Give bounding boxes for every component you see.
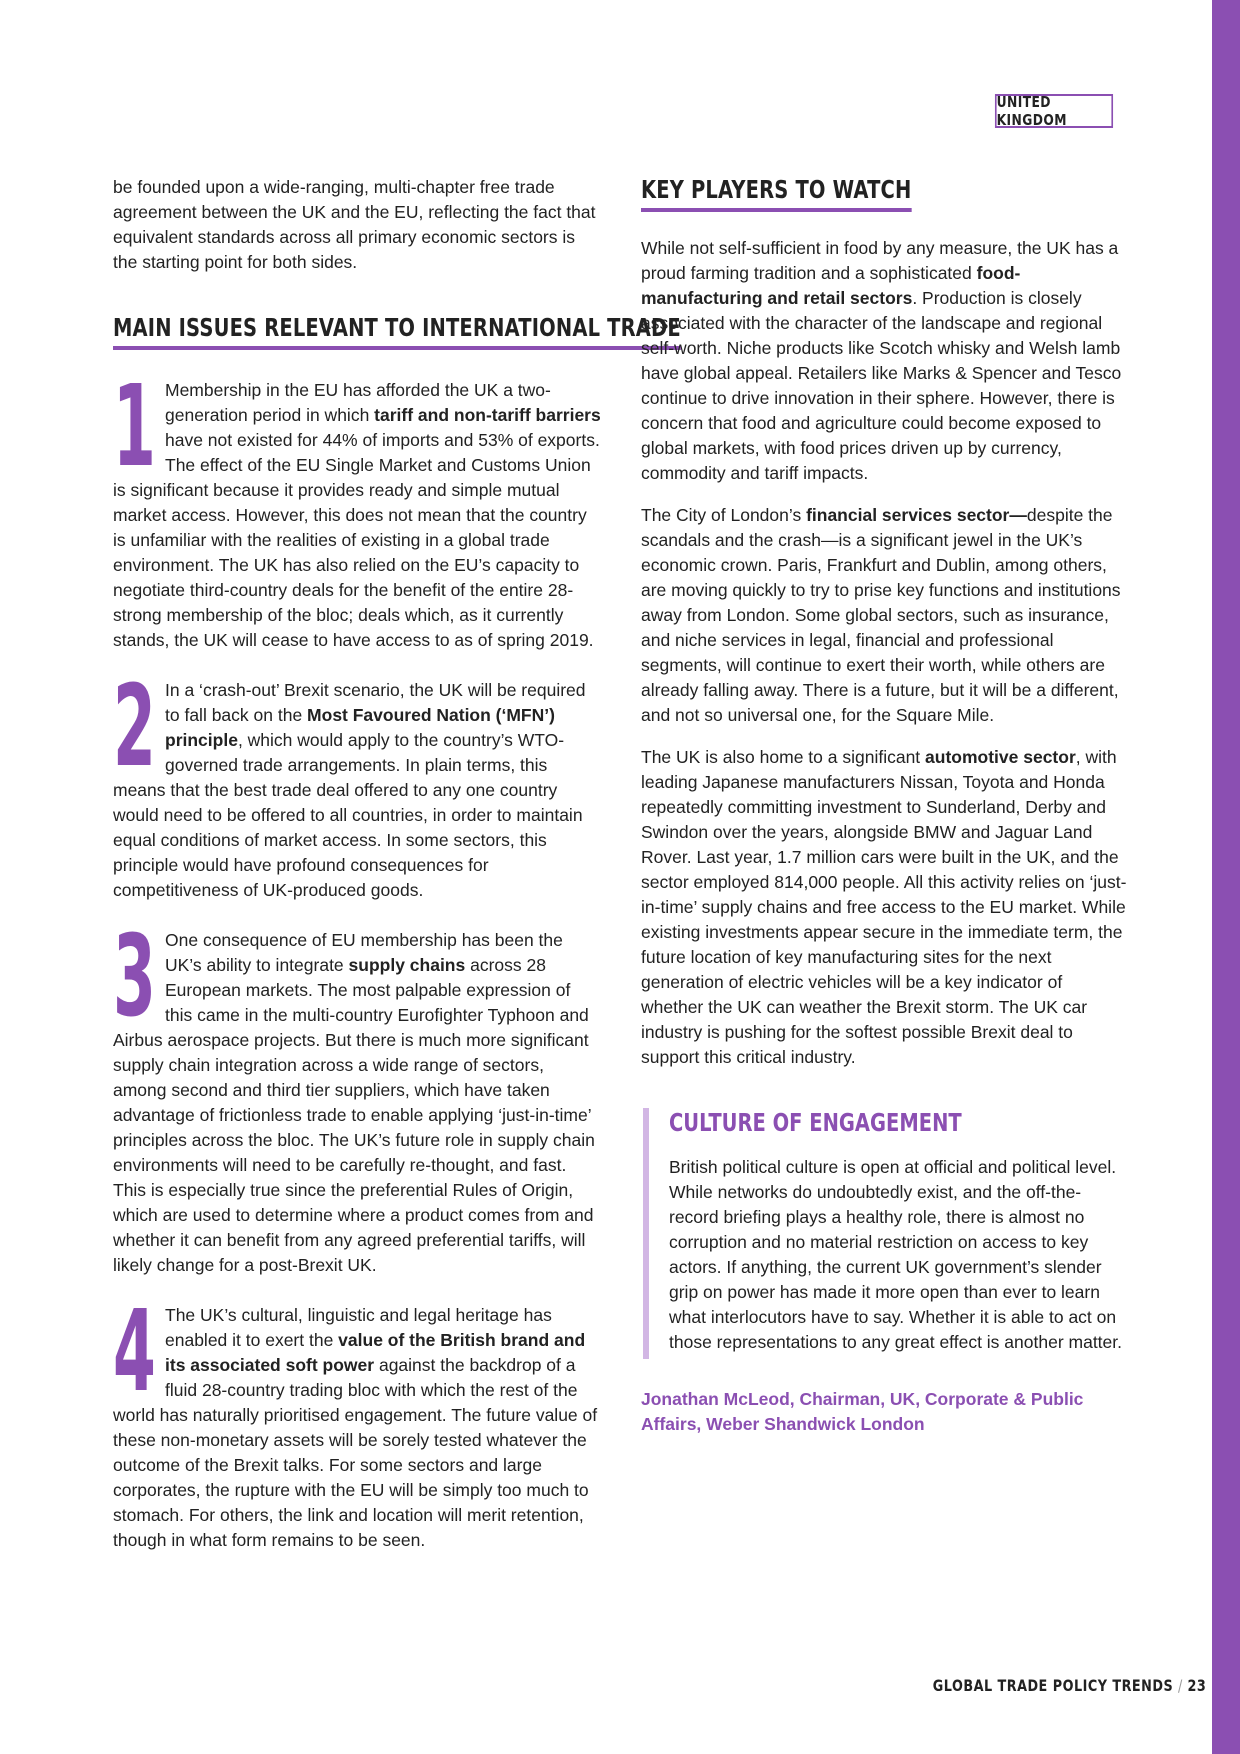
issue-3 bbox=[113, 912, 601, 1278]
publication-title: GLOBAL TRADE POLICY TRENDS bbox=[932, 1676, 1174, 1695]
issue-text: Membership in the EU has afforded the UK a two-generation period in which tariff and non-tariff barriers have not existed for 44% of imports and 53% of exports. The effect of the EU Single Market and Customs Union is significant because it provides ready and simple mutual market access. However, this does not mean that the country is unfamiliar with the realities of existing in a global trade environment. The UK has also relied on the EU’s capacity to negotiate third-country deals for the benefit of the entire 28-strong membership of the bloc; deals which, as it currently stands, the UK will cease to have access to as of spring 2019. bbox=[113, 380, 601, 650]
intro-paragraph: be founded upon a wide-ranging, multi-chapter free trade agreement between the UK and the EU, reflecting the fact that equivalent standards across all primary economic sectors is the starting point for both sides. bbox=[113, 177, 596, 272]
author-credit: Jonathan McLeod, Chairman, UK, Corporate & Public Affairs, Weber Shandwick London bbox=[641, 1389, 1084, 1434]
financial-sector-paragraph: The City of London’s financial services sector—despite the scandals and the crash—is a significant jewel in the UK’s economic crown. Paris, Frankfurt and Dublin, among others, are moving quickly to try to prise key functions and institutions away from London. Some global sectors, such as insurance, and niche services in legal, financial and professional segments, will continue to exert their worth, while others are already falling away. There is a future, but it will be a different, and not so universal one, for the Square Mile. bbox=[641, 505, 1121, 725]
key-players-heading: KEY PLAYERS TO WATCH bbox=[641, 175, 912, 212]
issue-number: 1 bbox=[113, 362, 156, 492]
side-accent-bar bbox=[1212, 0, 1240, 1754]
issue-1 bbox=[113, 362, 601, 653]
issue-number: 2 bbox=[113, 662, 156, 792]
issue-number: 4 bbox=[113, 1287, 156, 1417]
culture-callout bbox=[643, 1108, 1129, 1359]
automotive-sector-paragraph: The UK is also home to a significant automotive sector, with leading Japanese manufacturers Nissan, Toyota and Honda repeatedly committing investment to Sunderland, Derby and Swindon over the years, alongside BMW and Jaguar Land Rover. Last year, 1.7 million cars were built in the UK, and the sector employed 814,000 people. All this activity relies on ‘just-in-time’ supply chains and free access to the EU market. While existing investments appear secure in the immediate term, the future location of key manufacturing sites for the next generation of electric vehicles will be a key indicator of whether the UK can weather the Brexit storm. The UK car industry is pushing for the softest possible Brexit deal to support this critical industry. bbox=[641, 747, 1127, 1067]
issue-text: One consequence of EU membership has been the UK’s ability to integrate supply chains across 28 European markets. The most palpable expression of this came in the multi-country Eurofighter Typhoon and Airbus aerospace projects. But there is much more significant supply chain integration across a wide range of sectors, among second and third tier suppliers, which have taken advantage of frictionless trade to enable applying ‘just-in-time’ principles across the bloc. The UK’s future role in supply chain environments will need to be carefully re-thought, and fast. This is especially true since the preferential Rules of Origin, which are used to determine where a product comes from and whether it can benefit from any agreed preferential tariffs, will likely change for a post-Brexit UK. bbox=[113, 930, 595, 1275]
issue-2 bbox=[113, 662, 601, 903]
culture-text: British political culture is open at official and political level. While networks do undoubtedly exist, and the off-the-record briefing plays a healthy role, there is almost no corruption and no material restriction on access to key actors. If anything, the current UK government’s slender grip on power has made it more open than ever to learn what interlocutors have to say. Whether it is able to act on those representations to any great effect is another matter. bbox=[669, 1157, 1123, 1352]
country-tag-label: UNITED KINGDOM bbox=[996, 93, 1067, 129]
right-column bbox=[641, 175, 1129, 1437]
food-sector-paragraph: While not self-sufficient in food by any measure, the UK has a proud farming tradition and a sophisticated food-manufacturing and retail sectors. Production is closely associated with the character of the landscape and regional self-worth. Niche products like Scotch whisky and Welsh lamb have global appeal. Retailers like Marks & Spencer and Tesco continue to drive innovation in their sphere. However, there is concern that food and agriculture could become exposed to global markets, with food prices driven up by currency, commodity and tariff impacts. bbox=[641, 238, 1122, 483]
issue-text: In a ‘crash-out’ Brexit scenario, the UK will be required to fall back on the Most Favoured Nation (‘MFN’) principle, which would apply to the country’s WTO-governed trade arrangements. In plain terms, this means that the best trade deal offered to any one country would need to be offered to all countries, in order to maintain equal conditions of market access. In some sectors, this principle would have profound consequences for competitiveness of UK-produced goods. bbox=[113, 680, 586, 900]
issue-4 bbox=[113, 1287, 601, 1553]
culture-heading: CULTURE OF ENGAGEMENT bbox=[669, 1108, 962, 1137]
page-footer bbox=[932, 1676, 1207, 1695]
issue-text: The UK’s cultural, linguistic and legal heritage has enabled it to exert the value of the British brand and its associated soft power against the backdrop of a fluid 28-country trading bloc with which the rest of the world has naturally prioritised engagement. The future value of these non-monetary assets will be sorely tested whatever the outcome of the Brexit talks. For some sectors and large corporates, the rupture with the EU will be simply too much to stomach. For others, the link and location will merit retention, though in what form remains to be seen. bbox=[113, 1305, 598, 1550]
country-tag bbox=[995, 94, 1113, 128]
page-number: 23 bbox=[1187, 1676, 1207, 1695]
footer-separator: / bbox=[1177, 1676, 1183, 1695]
left-column bbox=[113, 175, 681, 1578]
issue-number: 3 bbox=[113, 912, 156, 1042]
main-issues-heading: MAIN ISSUES RELEVANT TO INTERNATIONAL TRADE bbox=[113, 313, 681, 350]
